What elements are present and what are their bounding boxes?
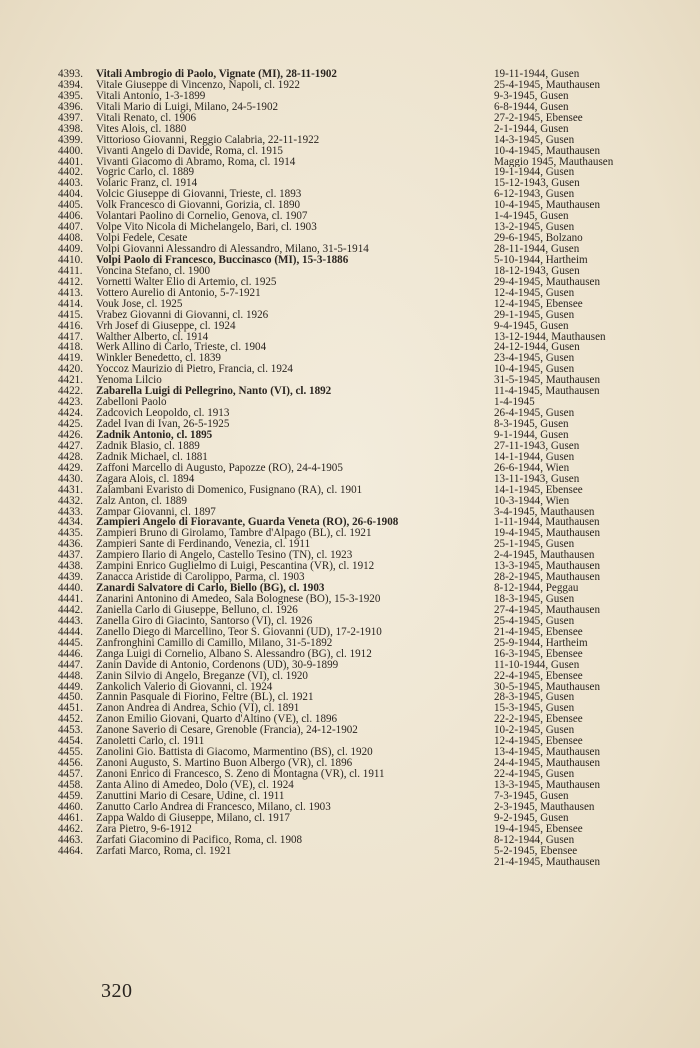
entry-death-date-place: 22-4-1945, Gusen [494,769,575,780]
entry-death-date-place: 9-1-1944, Gusen [494,429,569,441]
entry-name: Zannin Pasquale di Fiorino, Feltre (BL), cl. 1921 [96,692,314,704]
entry-number: 4393. [58,68,83,80]
list-item [58,649,684,660]
entry-death-date-place: 2-1-1944, Gusen [494,123,569,135]
list-item [58,769,684,780]
entry-number: 4435. [58,527,83,540]
entry-name: Zanella Giro di Giacinto, Santorso (VI), cl. 1926 [96,615,313,627]
list-item [58,485,684,496]
entry-number: 4443. [58,614,83,627]
entry-number: 4408. [58,232,83,245]
entry-number: 4449. [58,680,83,693]
entry-death-date-place: 29-6-1945, Bolzano [494,233,583,244]
entry-death-date-place: 29-4-1945, Mauthausen [494,276,600,288]
entry-death-date-place: 13-3-1945, Mauthausen [494,779,600,791]
list-item [58,660,684,671]
page-number: 320 [101,980,133,1002]
entry-number: 4419. [58,352,83,365]
list-item [58,463,684,474]
entry-death-date-place: 10-3-1944, Wien [494,495,570,507]
entry-name: Vrabez Giovanni di Giovanni, cl. 1926 [96,309,269,321]
entry-number: 4451. [58,702,83,715]
entry-death-date-place: 12-4-1945, Ebensee [494,298,583,310]
entry-death-date-place: 6-12-1943, Gusen [494,189,575,201]
entry-name: Vites Alois, cl. 1880 [96,123,187,135]
list-item [58,528,684,539]
entry-number: 4412. [58,275,83,288]
entry-name: Zabarella Luigi di Pellegrino, Nanto (VI), cl. 1892 [96,386,332,398]
entry-number: 4439. [58,571,83,584]
entry-number: 4430. [58,472,83,485]
entry-number: 4434. [58,516,83,529]
entry-name: Volcic Giuseppe di Giovanni, Trieste, cl. 1893 [96,189,302,201]
entry-death-date-place: 14-1-1944, Gusen [494,451,575,463]
entry-death-date-place: 8-12-1944, Gusen [494,834,575,846]
entry-name: Werk Allino di Carlo, Trieste, cl. 1904 [96,342,267,354]
entry-death-date-place: 18-12-1943, Gusen [494,265,580,277]
entry-name: Zadnik Michael, cl. 1881 [96,451,208,463]
entry-death-date-place: 10-4-1945, Mauthausen [494,200,600,212]
entry-death-date-place: 7-3-1945, Gusen [494,790,569,802]
list-item [58,299,684,310]
entry-name: Vogric Carlo, cl. 1889 [96,167,195,179]
entry-name: Zadnik Antonio, cl. 1895 [96,429,213,441]
entry-number: 4447. [58,658,83,671]
entry-death-date-place: 11-10-1944, Gusen [494,659,580,671]
list-item [58,725,684,736]
entry-name: Zagara Alois, cl. 1894 [96,473,195,485]
list-item [58,736,684,747]
entry-death-date-place: 31-5-1945, Mauthausen [494,375,600,387]
entry-death-date-place: 24-4-1945, Mauthausen [494,758,600,769]
entry-death-date-place: 25-4-1945, Gusen [494,615,575,627]
entry-name: Zabelloni Paolo [96,397,167,409]
entry-death-date-place: 15-3-1945, Gusen [494,703,575,715]
list-item [58,135,684,146]
entry-number: 4406. [58,210,83,223]
list-item [58,682,684,693]
list-item [58,583,684,594]
entry-name: Volpi Giovanni Alessandro di Alessandro, Milano, 31-5-1914 [96,244,369,255]
entry-death-date-place: 19-11-1944, Gusen [494,69,580,80]
list-item [58,813,684,824]
entry-number: 4400. [58,144,83,157]
entry-death-date-place: 25-4-1945, Mauthausen [494,79,600,91]
entry-death-date-place: 29-1-1945, Gusen [494,309,575,321]
entry-name: Zanacca Aristide di Carolippo, Parma, cl. 1903 [96,572,305,584]
entry-death-date-place: 21-4-1945, Ebensee [494,626,583,638]
entry-name: Vivanti Giacomo di Abramo, Roma, cl. 1914 [96,156,296,168]
entry-name: Zanuttini Mario di Cesare, Udine, cl. 1911 [96,790,285,802]
list-item [58,638,684,649]
entry-name: Zanta Alino di Amedeo, Dolo (VE), cl. 1924 [96,779,294,791]
entry-death-date-place: 10-4-1945, Gusen [494,364,575,376]
entry-number: 4410. [58,253,83,266]
entry-number: 4417. [58,330,83,343]
list-item [58,747,684,758]
list-item [58,157,684,168]
entry-death-date-place: 30-5-1945, Mauthausen [494,681,600,693]
list-item [58,714,684,725]
list-item [58,408,684,419]
entry-number: 4420. [58,363,83,376]
entry-number: 4450. [58,691,83,704]
list-item [58,102,684,113]
list-item [58,605,684,616]
entry-death-date-place: 2-3-1945, Mauthausen [494,801,595,813]
entry-name: Voncina Stefano, cl. 1900 [96,265,211,277]
entry-number: 4423. [58,396,83,409]
entry-name: Zarfati Giacomino di Pacifico, Roma, cl. 1908 [96,834,303,846]
entry-number: 4396. [58,100,83,113]
list-item [58,419,684,430]
entry-death-date-place: 16-3-1945, Ebensee [494,648,583,660]
deportee-list [58,69,684,867]
entry-death-date-place: 27-2-1945, Ebensee [494,112,583,124]
entry-death-date-place: 13-12-1944, Mauthausen [494,331,606,343]
entry-number: 4429. [58,461,83,474]
entry-name: Volpe Vito Nicola di Michelangelo, Bari, cl. 1903 [96,222,317,234]
entry-number: 4457. [58,768,83,780]
entry-name: Vitali Antonio, 1-3-1899 [96,90,206,102]
entry-death-date-place: 6-8-1944, Gusen [494,101,569,113]
entry-death-date-place: 3-4-1945, Mauthausen [494,506,595,518]
entry-name: Zanon Emilio Giovani, Quarto d'Altino (VE), cl. 1896 [96,714,338,726]
entry-name: Zanutto Carlo Andrea di Francesco, Milano, cl. 1903 [96,801,331,813]
entry-death-date-place: 1-11-1944, Mauthausen [494,517,600,529]
list-item [58,233,684,244]
entry-number: 4437. [58,549,83,562]
entry-name: Zanoni Enrico di Francesco, S. Zeno di Montagna (VR), cl. 1911 [96,769,385,780]
entry-name: Zara Pietro, 9-6-1912 [96,823,192,835]
entry-number: 4454. [58,735,83,748]
entry-name: Zampiero Ilario di Angelo, Castello Tesino (TN), cl. 1923 [96,550,353,562]
list-item [58,375,684,386]
list-item [58,780,684,791]
entry-death-date-place: Maggio 1945, Mauthausen [494,156,614,168]
list-item [58,441,684,452]
entry-number: 4425. [58,418,83,430]
entry-name: Zanarini Antonino di Amedeo, Sala Bolognese (BO), 15-3-1920 [96,594,381,605]
entry-name: Zanone Saverio di Cesare, Grenoble (Francia), 24-12-1902 [96,725,358,737]
entry-death-date-place: 27-11-1943, Gusen [494,440,580,452]
entry-death-date-place: 9-4-1945, Gusen [494,320,569,332]
list-item [58,550,684,561]
entry-death-date-place: 23-4-1945, Gusen [494,353,575,365]
entry-death-date-place: 2-4-1945, Mauthausen [494,550,595,562]
entry-name: Zanga Luigi di Cornelio, Albano S. Alessandro (BG), cl. 1912 [96,648,372,660]
list-item [58,703,684,714]
entry-name: Zappa Waldo di Giuseppe, Milano, cl. 1917 [96,812,290,824]
entry-name: Zarfati Marco, Roma, cl. 1921 [96,845,232,857]
entry-death-date-place: 1-4-1945 [494,397,535,409]
entry-number: 4416. [58,319,83,332]
entry-number: 4426. [58,428,83,441]
list-item [58,124,684,135]
entry-death-date-place: 19-4-1945, Mauthausen [494,528,600,540]
entry-death-date-place: 13-4-1945, Mauthausen [494,747,600,759]
entry-number: 4464. [58,844,83,857]
list-item [58,507,684,518]
entry-name: Vitali Renato, cl. 1906 [96,112,197,124]
entry-death-date-place: 13-11-1943, Gusen [494,473,580,485]
entry-number: 4436. [58,538,83,551]
entry-death-date-place: 8-12-1944, Peggau [494,583,579,594]
entry-death-date-place: 27-4-1945, Mauthausen [494,604,600,616]
entry-name: Winkler Benedetto, cl. 1839 [96,353,221,365]
entry-name: Volaric Franz, cl. 1914 [96,178,198,190]
entry-death-date-place: 25-9-1944, Hartheim [494,637,588,649]
list-item [58,80,684,91]
entry-death-date-place: 5-2-1945, Ebensee [494,845,578,857]
entry-number: 4411. [58,264,83,277]
entry-death-date-place: 12-4-1945, Ebensee [494,736,583,748]
entry-name: Zanfronghini Camillo di Camillo, Milano, 31-5-1892 [96,637,333,649]
entry-name: Vivanti Angelo di Davide, Roma, cl. 1915 [96,145,283,157]
list-item [58,824,684,835]
list-item [58,857,684,868]
entry-name: Zanello Diego di Marcellino, Teor S. Giovanni (UD), 17-2-1910 [96,626,382,638]
list-item [58,846,684,857]
entry-name: Zanon Andrea di Andrea, Schio (VI), cl. 1891 [96,703,300,715]
entry-death-date-place: 1-4-1945, Gusen [494,211,569,223]
list-item [58,332,684,343]
entry-number: 4414. [58,297,83,310]
entry-number: 4463. [58,833,83,846]
entry-death-date-place: 14-1-1945, Ebensee [494,484,583,496]
entry-number: 4399. [58,133,83,146]
entry-death-date-place: 8-3-1945, Gusen [494,419,569,430]
list-item [58,517,684,528]
list-item [58,692,684,703]
list-item [58,222,684,233]
entry-name: Zalz Anton, cl. 1889 [96,495,187,507]
entry-death-date-place: 13-3-1945, Mauthausen [494,561,600,573]
list-item [58,594,684,605]
entry-name: Zadcovich Leopoldo, cl. 1913 [96,408,230,419]
list-item [58,91,684,102]
entry-number: 4418. [58,341,83,354]
entry-number: 4444. [58,625,83,638]
entry-name: Vitali Mario di Luigi, Milano, 24-5-1902 [96,101,279,113]
list-item [58,353,684,364]
entry-death-date-place: 28-11-1944, Gusen [494,244,580,255]
entry-number: 4438. [58,560,83,573]
list-item [58,627,684,638]
list-item [58,539,684,550]
entry-name: Zampieri Bruno di Girolamo, Tambre d'Alpago (BL), cl. 1921 [96,528,372,540]
entry-number: 4456. [58,757,83,770]
list-item [58,397,684,408]
list-item [58,561,684,572]
entry-death-date-place: 26-6-1944, Wien [494,462,570,474]
list-item [58,496,684,507]
entry-number: 4409. [58,243,83,255]
entry-death-date-place: 10-4-1945, Mauthausen [494,145,600,157]
entry-number: 4441. [58,593,83,605]
entry-number: 4421. [58,374,83,387]
list-item [58,474,684,485]
entry-number: 4398. [58,122,83,135]
entry-death-date-place: 14-3-1945, Gusen [494,134,575,146]
list-item [58,671,684,682]
entry-name: Yenoma Lilcio [96,375,162,387]
entry-death-date-place: 22-4-1945, Ebensee [494,670,583,682]
list-item [58,255,684,266]
entry-name: Zampieri Sante di Ferdinando, Venezia, cl. 1911 [96,539,311,551]
entry-name: Zadel Ivan di Ivan, 26-5-1925 [96,419,230,430]
entry-name: Vrh Josef di Giuseppe, cl. 1924 [96,320,236,332]
list-item [58,178,684,189]
entry-name: Zampini Enrico Guglielmo di Luigi, Pescantina (VR), cl. 1912 [96,561,375,573]
list-item [58,244,684,255]
entry-death-date-place: 24-12-1944, Gusen [494,342,580,354]
list-item [58,430,684,441]
entry-name: Zanolini Gio. Battista di Giacomo, Marmentino (BS), cl. 1920 [96,747,373,759]
entry-death-date-place: 21-4-1945, Mauthausen [494,856,600,868]
entry-number: 4424. [58,407,83,420]
list-item [58,167,684,178]
list-item [58,321,684,332]
entry-number: 4433. [58,505,83,518]
entry-number: 4440. [58,582,83,595]
entry-name: Walther Alberto, cl. 1914 [96,331,209,343]
list-item [58,386,684,397]
entry-name: Vitale Giuseppe di Vincenzo, Napoli, cl. 1922 [96,79,300,91]
list-item [58,364,684,375]
entry-death-date-place: 18-3-1945, Gusen [494,594,575,605]
entry-name: Zampieri Angelo di Fioravante, Guarda Veneta (RO), 26-6-1908 [96,517,399,529]
entry-death-date-place: 19-4-1945, Ebensee [494,823,583,835]
entry-number: 4428. [58,450,83,463]
entry-death-date-place: 13-2-1945, Gusen [494,222,575,234]
entry-death-date-place: 22-2-1945, Ebensee [494,714,583,726]
entry-name: Volantari Paolino di Cornelio, Genova, cl. 1907 [96,211,308,223]
entry-number: 4401. [58,155,83,168]
entry-number: 4422. [58,385,83,398]
entry-death-date-place: 9-2-1945, Gusen [494,812,569,824]
list-item [58,277,684,288]
entry-name: Zaniella Carlo di Giuseppe, Belluno, cl. 1926 [96,604,298,616]
entry-number: 4458. [58,778,83,791]
entry-death-date-place: 5-10-1944, Hartheim [494,254,588,266]
entry-name: Zanin Silvio di Angelo, Breganze (VI), cl. 1920 [96,670,308,682]
entry-number: 4413. [58,286,83,299]
entry-number: 4394. [58,78,83,91]
entry-number: 4415. [58,308,83,321]
entry-number: 4407. [58,221,83,234]
entry-number: 4448. [58,669,83,682]
entry-name: Volk Francesco di Giovanni, Gorizia, cl. 1890 [96,200,301,212]
entry-name: Volpi Paolo di Francesco, Buccinasco (MI), 15-3-1886 [96,254,349,266]
list-item [58,572,684,583]
entry-number: 4404. [58,188,83,201]
list-item [58,266,684,277]
entry-name: Zanoletti Carlo, cl. 1911 [96,736,205,748]
entry-number: 4462. [58,822,83,835]
entry-name: Vouk Jose, cl. 1925 [96,298,183,310]
list-item [58,342,684,353]
entry-name: Zanoni Augusto, S. Martino Buon Albergo (VR), cl. 1896 [96,758,353,769]
entry-death-date-place: 9-3-1945, Gusen [494,90,569,102]
entry-death-date-place: 28-3-1945, Gusen [494,692,575,704]
entry-number: 4460. [58,800,83,813]
list-item [58,310,684,321]
entry-death-date-place: 12-4-1945, Gusen [494,287,575,299]
entry-name: Zampar Giovanni, cl. 1897 [96,506,216,518]
entry-death-date-place: 25-1-1945, Gusen [494,539,575,551]
list-item [58,616,684,627]
list-item [58,758,684,769]
entry-number: 4445. [58,636,83,649]
entry-name: Vitali Ambrogio di Paolo, Vignate (MI), 28-11-1902 [96,69,337,80]
list-item [58,69,684,80]
entry-number: 4446. [58,647,83,660]
list-item [58,288,684,299]
entry-name: Vornetti Walter Elio di Artemio, cl. 1925 [96,276,277,288]
list-item [58,113,684,124]
entry-name: Zadnik Blasio, cl. 1889 [96,440,200,452]
entry-number: 4442. [58,603,83,616]
entry-number: 4431. [58,483,83,496]
entry-death-date-place: 11-4-1945, Mauthausen [494,386,600,398]
entry-name: Volpi Fedele, Cesate [96,233,188,244]
list-item [58,452,684,463]
entry-name [96,857,494,868]
list-item [58,146,684,157]
entry-number: 4397. [58,111,83,124]
list-item [58,211,684,222]
list-item [58,200,684,211]
list-item [58,189,684,200]
entry-number: 4395. [58,89,83,102]
list-item [58,835,684,846]
entry-name: Zankolich Valerio di Giovanni, cl. 1924 [96,681,273,693]
entry-name: Zaffoni Marcello di Augusto, Papozze (RO), 24-4-1905 [96,462,343,474]
entry-name: Vittorioso Giovanni, Reggio Calabria, 22-11-1922 [96,134,320,146]
entry-number: 4405. [58,199,83,212]
entry-number: 4461. [58,811,83,824]
entry-name: Zanardi Salvatore di Carlo, Biello (BG), cl. 1903 [96,583,325,594]
entry-number: 4427. [58,439,83,452]
entry-number: 4432. [58,494,83,507]
list-item [58,802,684,813]
entry-number: 4455. [58,746,83,759]
entry-death-date-place: 28-2-1945, Mauthausen [494,572,600,584]
entry-number: 4452. [58,713,83,726]
entry-name: Vottero Aurelio di Antonio, 5-7-1921 [96,287,261,299]
entry-number: 4402. [58,166,83,179]
entry-death-date-place: 26-4-1945, Gusen [494,408,575,419]
entry-name: Zalambani Evaristo di Domenico, Fusignano (RA), cl. 1901 [96,484,363,496]
entry-name: Zanin Davide di Antonio, Cordenons (UD), 30-9-1899 [96,659,339,671]
entry-number [58,857,96,868]
entry-name: Yoccoz Maurizio di Pietro, Francia, cl. 1924 [96,364,293,376]
entry-death-date-place: 19-1-1944, Gusen [494,167,575,179]
list-item [58,791,684,802]
entry-number: 4453. [58,724,83,737]
entry-death-date-place: 15-12-1943, Gusen [494,178,580,190]
entry-number: 4459. [58,789,83,802]
entry-death-date-place: 10-2-1945, Gusen [494,725,575,737]
entry-number: 4403. [58,177,83,190]
